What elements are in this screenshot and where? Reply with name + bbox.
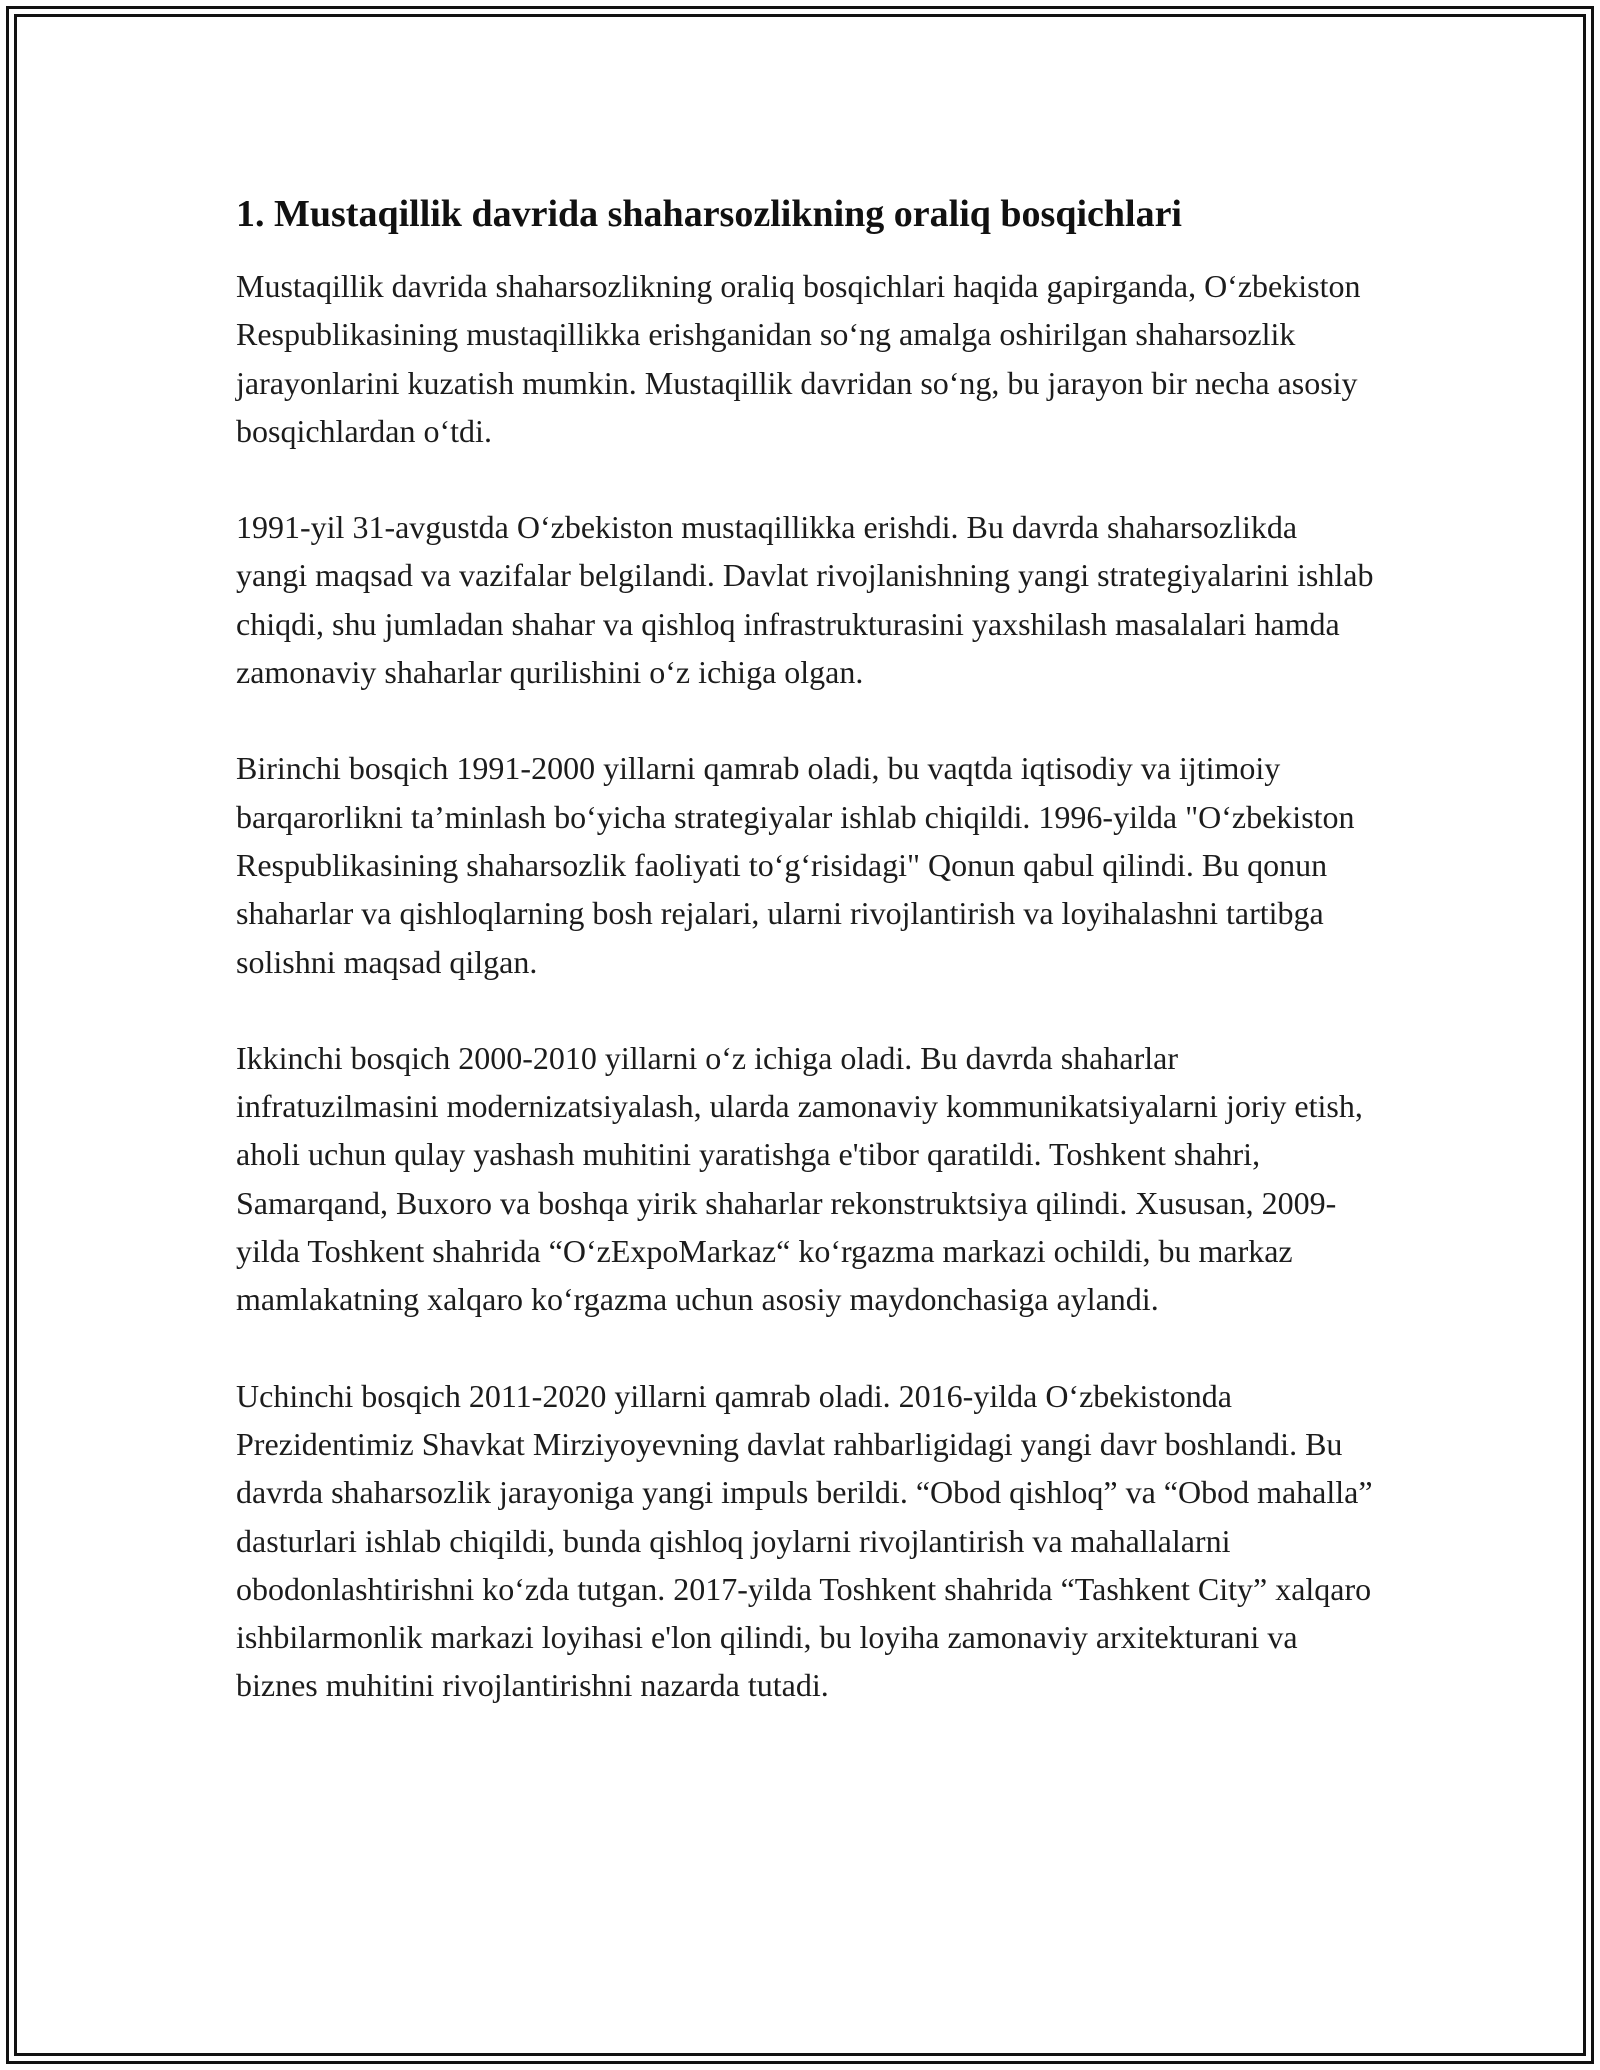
paragraph-independence-1991: 1991-yil 31-avgustda O‘zbekiston mustaqillikka erishdi. Bu davrda shaharsozlikda yangi maqsad va vazifalar belgilandi. Davlat rivojlanishning yangi strategiyalarini ishlab chiqdi, shu jumladan shahar va qishloq infrastrukturasini yaxshilash masalalari hamda zamonaviy shaharlar qurilishini o‘z ichiga olgan. [236,509,1374,691]
section-heading: 1. Mustaqillik davrida shaharsozlikning oraliq bosqichlari [236,193,1182,235]
paragraph-second-stage: Ikkinchi bosqich 2000-2010 yillarni o‘z ichiga oladi. Bu davrda shaharlar infratuzilmasini modernizatsiyalash, ularda zamonaviy kommunikatsiyalarni joriy etish, aholi uchun qulay yashash muhitini yaratishga e'tibor qaratildi. Toshkent shahri, Samarqand, Buxoro va boshqa yirik shaharlar rekonstruktsiya qilindi. Xususan, 2009-yilda Toshkent shahrida “O‘zExpoMarkaz“ ko‘rgazma markazi ochildi, bu markaz mamlakatning xalqaro ko‘rgazma uchun asosiy maydonchasiga aylandi. [236,1039,1363,1318]
document-body [236,186,1376,1758]
paragraph-third-stage: Uchinchi bosqich 2011-2020 yillarni qamrab oladi. 2016-yilda O‘zbekistonda Prezidentimiz Shavkat Mirziyoyevning davlat rahbarligidagi yangi davr boshlandi. Bu davrda shaharsozlik jarayoniga yangi impuls berildi. “Obod qishloq” va “Obod mahalla” dasturlari ishlab chiqildi, bunda qishloq joylarni rivojlantirish va mahallalarni obodonlashtirishni ko‘zda tutgan. 2017-yilda Toshkent shahrida “Tashkent City” xalqaro ishbilarmonlik markazi loyihasi e'lon qilindi, bu loyiha zamonaviy arxitekturani va biznes muhitini rivojlantirishni nazarda tutadi. [236,1377,1373,1704]
paragraph-intro: Mustaqillik davrida shaharsozlikning oraliq bosqichlari haqida gapirganda, O‘zbekiston Respublikasining mustaqillikka erishganidan so‘ng amalga oshirilgan shaharsozlik jarayonlarini kuzatish mumkin. Mustaqillik davridan so‘ng, bu jarayon bir necha asosiy bosqichlardan o‘tdi. [236,268,1361,449]
paragraph-first-stage: Birinchi bosqich 1991-2000 yillarni qamrab oladi, bu vaqtda iqtisodiy va ijtimoiy barqarorlikni ta’minlash bo‘yicha strategiyalar ishlab chiqildi. 1996-yilda "O‘zbekiston Respublikasining shaharsozlik faoliyati to‘g‘risidagi" Qonun qabul qilindi. Bu qonun shaharlar va qishloqlarning bosh rejalari, ularni rivojlantirish va loyihalashni tartibga solishni maqsad qilgan. [236,750,1355,980]
